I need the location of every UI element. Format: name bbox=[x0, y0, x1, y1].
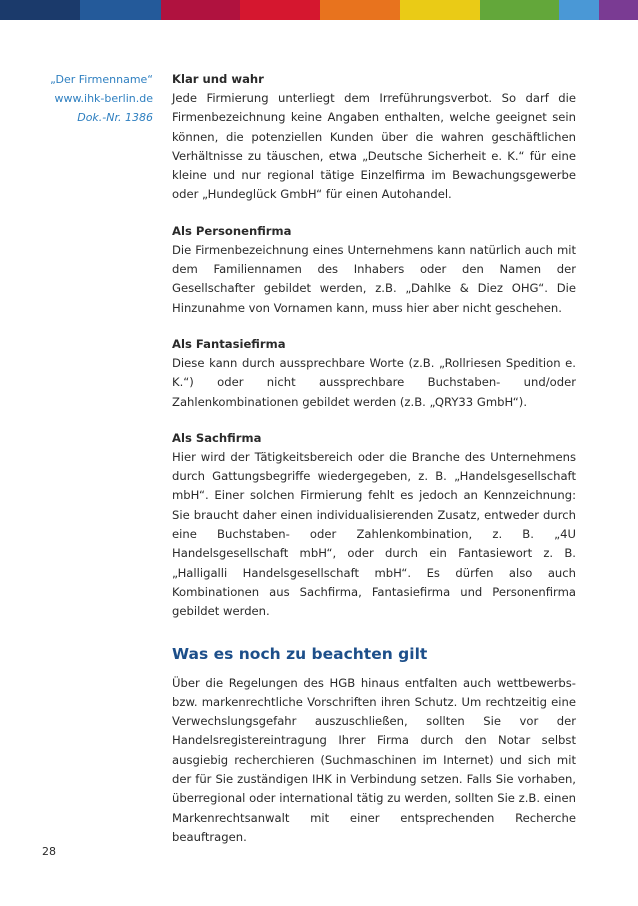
stripe-blue bbox=[80, 0, 161, 20]
stripe-navy bbox=[0, 0, 80, 20]
stripe-purple bbox=[599, 0, 638, 20]
section-klar-und-wahr bbox=[172, 70, 576, 205]
section-title: Klar und wahr bbox=[172, 72, 264, 86]
reference-title: „Der Firmenname“ bbox=[50, 73, 153, 86]
reference-link[interactable]: www.ihk-berlin.de bbox=[54, 92, 153, 105]
subheading: Was es noch zu beachten gilt bbox=[172, 644, 428, 663]
stripe-green bbox=[480, 0, 559, 20]
closing-paragraph: Über die Regelungen des HGB hinaus entfalten auch wettbewerbs- bzw. markenrechtliche Vorschriften ihren Schutz. Um rechtzeitig eine Verwechslungsgefahr auszuschließen, sollten Sie vor der Handelsregistereintragung Ihrer Firma durch den Notar selbst ausgiebig recherchieren (Suchmaschinen im Internet) und sich mit der für Sie zuständigen IHK in Verbindung setzen. Falls Sie vorhaben, überregional oder international tätig zu werden, sollten Sie z.B. einen Markenrechtsanwalt mit einer entsprechenden Recherche beauftragen. bbox=[172, 675, 576, 844]
stripe-red bbox=[240, 0, 320, 20]
document-number: Dok.-Nr. 1386 bbox=[77, 111, 153, 124]
section-title: Als Sachfirma bbox=[172, 430, 262, 445]
color-stripe-bar bbox=[0, 0, 638, 20]
section-personenfirma bbox=[172, 222, 576, 318]
section-text: Jede Firmierung unterliegt dem Irreführungsverbot. So darf die Firmenbezeichnung keine Angaben enthalten, welche geeignet sein können, die potenziellen Kunden über die wahren geschäftlichen Verhältnisse zu täuschen, etwa „Deutsche Sicherheit e. K.“ für eine kleine und nur regional tätige Einzelfirma im Bewachungsgewerbe oder „Hundeglück GmbH“ für einen Autohandel. bbox=[172, 91, 576, 202]
section-fantasiefirma bbox=[172, 335, 576, 412]
stripe-yellow bbox=[400, 0, 480, 20]
sidebar-reference bbox=[40, 70, 153, 127]
section-title: Als Personenfirma bbox=[172, 223, 292, 238]
section-sachfirma bbox=[172, 429, 576, 622]
stripe-orange bbox=[320, 0, 400, 20]
section-text: Diese kann durch aussprechbare Worte (z.B. „Rollriesen Spedition e. K.“) oder nicht aussprechbare Buchstaben- und/oder Zahlenkombinationen gebildet werden (z.B. „QRY33 GmbH“). bbox=[172, 355, 576, 409]
stripe-lightblue bbox=[559, 0, 599, 20]
stripe-crimson bbox=[161, 0, 240, 20]
page-number: 28 bbox=[42, 845, 56, 858]
section-text: Hier wird der Tätigkeitsbereich oder die Branche des Unternehmens durch Gattungsbegriffe wiedergegeben, z. B. „Handelsgesellschaft mbH“. Einer solchen Firmierung fehlt es jedoch an Kennzeichnung: Sie braucht daher einen individualisierenden Zusatz, entweder durch eine Buchstaben- oder Zahlenkombination, z. B. „4U Handelsgesellschaft mbH“, oder durch ein Fantasiewort z. B. „Halligalli Handelsgesellschaft mbH“. Es dürfen also auch Kombinationen aus Sachfirma, Fantasiefirma und Personenfirma gebildet werden. bbox=[172, 449, 576, 619]
main-content bbox=[172, 70, 576, 847]
section-title: Als Fantasiefirma bbox=[172, 336, 286, 351]
section-text: Die Firmenbezeichnung eines Unternehmens kann natürlich auch mit dem Familiennamen des Inhabers oder den Namen der Gesellschafter gebildet werden, z.B. „Dahlke & Diez OHG“. Die Hinzunahme von Vornamen kann, muss hier aber nicht geschehen. bbox=[172, 242, 576, 315]
